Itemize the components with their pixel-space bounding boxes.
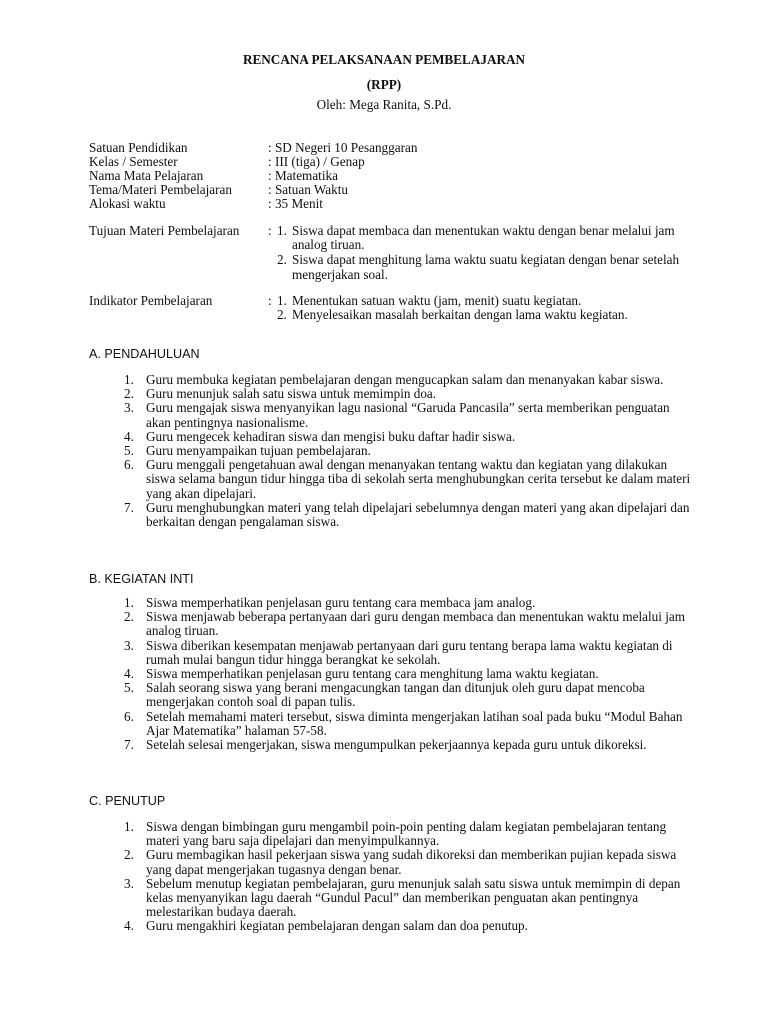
item-number: 6. <box>124 457 134 473</box>
list-item <box>124 501 694 529</box>
item-text: Setelah selesai mengerjakan, siswa mengumpulkan pekerjaannya kepada guru untuk dikoreksi. <box>146 737 647 753</box>
indikator-list <box>277 294 757 322</box>
identity-row <box>89 183 709 197</box>
section-heading-pendahuluan: A. PENDAHULUAN <box>89 347 200 361</box>
item-number: 3. <box>124 875 134 891</box>
item-number: 3. <box>124 400 134 416</box>
tujuan-label: Tujuan Materi Pembelajaran <box>89 223 240 238</box>
item-number: 2. <box>277 307 287 323</box>
indikator-colon: : <box>268 293 272 308</box>
list-item <box>124 877 694 920</box>
identity-row <box>89 155 709 169</box>
item-number: 1. <box>124 595 134 610</box>
list-item <box>124 610 694 638</box>
item-number: 1. <box>124 372 134 387</box>
pendahuluan-steps <box>124 373 694 529</box>
item-number: 1. <box>124 819 134 834</box>
list-item <box>124 401 694 429</box>
indikator-item <box>277 308 757 322</box>
identity-label: Tema/Materi Pembelajaran <box>89 182 232 197</box>
penutup-steps <box>124 820 694 934</box>
item-number: 4. <box>124 428 134 444</box>
kegiatan-inti-steps <box>124 596 694 752</box>
list-item <box>124 738 694 752</box>
identity-value: : 35 Menit <box>268 196 323 211</box>
indikator-label: Indikator Pembelajaran <box>89 293 213 308</box>
item-text: Siswa diberikan kesempatan menjawab pertanyaan dari guru tentang berapa lama waktu kegiatan di rumah mulai bangun tidur hingga berangkat ke sekolah. <box>146 637 673 667</box>
item-number: 4. <box>124 918 134 934</box>
identity-label: Satuan Pendidikan <box>89 140 188 155</box>
document-title: RENCANA PELAKSANAAN PEMBELAJARAN <box>242 52 526 67</box>
tujuan-list <box>277 224 697 282</box>
identity-label: Alokasi waktu <box>89 196 166 211</box>
list-item <box>124 639 694 667</box>
item-text: Setelah memahami materi tersebut, siswa diminta mengerjakan latihan soal pada buku “Modul Bahan Ajar Matematika” halaman 57-58. <box>146 708 683 738</box>
identity-value: : SD Negeri 10 Pesanggaran <box>268 140 418 155</box>
item-text: Sebelum menutup kegiatan pembelajaran, guru menunjuk salah satu siswa untuk memimpin di depan kelas menyanyikan lagu daerah “Gundul Pacul” dan memberikan penguatan akan pentingnya melestarikan budaya daerah. <box>146 875 681 920</box>
tujuan-item <box>277 224 697 252</box>
item-text: Guru mengecek kehadiran siswa dan mengisi buku daftar hadir siswa. <box>146 428 516 444</box>
list-item <box>124 430 694 444</box>
identity-value: : III (tiga) / Genap <box>268 154 365 169</box>
item-number: 1. <box>277 293 287 308</box>
identity-row <box>89 141 709 155</box>
item-text: Siswa memperhatikan penjelasan guru tentang cara menghitung lama waktu kegiatan. <box>146 666 599 682</box>
document-subtitle: (RPP) <box>366 77 402 92</box>
item-number: 5. <box>124 680 134 696</box>
identity-label: Kelas / Semester <box>89 154 178 169</box>
item-text: Guru mengakhiri kegiatan pembelajaran dengan salam dan doa penutup. <box>146 918 528 934</box>
item-text: Guru menyampaikan tujuan pembelajaran. <box>146 443 371 459</box>
item-text: Guru menggali pengetahuan awal dengan menanyakan tentang waktu dan kegiatan yang dilakukan siswa selama bangun tidur hingga tiba di sekolah serta menghubungkan cerita tersebut ke dalam materi yang akan dipelajari. <box>146 457 691 501</box>
item-number: 7. <box>124 737 134 753</box>
item-text: Guru menghubungkan materi yang telah dipelajari sebelumnya dengan materi yang akan dipelajari dan berkaitan dengan pengalaman siswa. <box>146 499 690 530</box>
item-number: 2. <box>124 847 134 863</box>
tujuan-colon: : <box>268 223 272 238</box>
item-text: Siswa dapat menghitung lama waktu suatu kegiatan dengan benar setelah mengerjakan soal. <box>292 252 680 282</box>
item-text: Siswa dapat membaca dan menentukan waktu dengan benar melalui jam analog tiruan. <box>292 223 675 253</box>
list-item <box>124 458 694 501</box>
item-number: 4. <box>124 666 134 682</box>
item-number: 1. <box>277 223 287 238</box>
list-item <box>124 667 694 681</box>
identity-value: : Satuan Waktu <box>268 182 349 197</box>
list-item <box>124 444 694 458</box>
item-number: 2. <box>124 609 134 625</box>
item-text: Guru membuka kegiatan pembelajaran dengan mengucapkan salam dan menanyakan kabar siswa. <box>146 372 664 387</box>
list-item <box>124 373 694 387</box>
list-item <box>124 681 694 709</box>
item-number: 5. <box>124 443 134 459</box>
item-number: 3. <box>124 637 134 653</box>
tujuan-item <box>277 253 697 281</box>
item-text: Siswa dengan bimbingan guru mengambil poin-poin penting dalam kegiatan pembelajaran tentang materi yang baru saja dipelajari dan menyimpulkannya. <box>146 819 667 849</box>
list-item <box>124 710 694 738</box>
section-heading-kegiatan-inti: B. KEGIATAN INTI <box>89 572 194 586</box>
identity-value: : Matematika <box>268 168 338 183</box>
list-item <box>124 919 694 933</box>
list-item <box>124 387 694 401</box>
section-heading-penutup: C. PENUTUP <box>89 794 166 808</box>
item-number: 6. <box>124 708 134 724</box>
item-text: Guru menunjuk salah satu siswa untuk memimpin doa. <box>146 386 437 402</box>
list-item <box>124 596 694 610</box>
item-text: Menentukan satuan waktu (jam, menit) suatu kegiatan. <box>292 293 582 308</box>
author-line: Oleh: Mega Ranita, S.Pd. <box>316 97 452 112</box>
list-item <box>124 820 694 848</box>
item-text: Guru mengajak siswa menyanyikan lagu nasional “Garuda Pancasila” serta memberikan penguatan akan pentingnya nasionalisme. <box>146 400 670 430</box>
item-number: 7. <box>124 499 134 515</box>
identity-row <box>89 197 709 211</box>
list-item <box>124 848 694 876</box>
item-text: Siswa memperhatikan penjelasan guru tentang cara membaca jam analog. <box>146 595 536 610</box>
item-text: Siswa menjawab beberapa pertanyaan dari guru dengan membaca dan menentukan waktu melalui jam analog tiruan. <box>146 609 686 639</box>
item-text: Menyelesaikan masalah berkaitan dengan lama waktu kegiatan. <box>292 307 628 323</box>
item-number: 2. <box>124 386 134 402</box>
item-text: Guru membagikan hasil pekerjaan siswa yang sudah dikoreksi dan memberikan pujian kepada siswa yang dapat mengerjakan tugasnya dengan benar. <box>146 847 677 877</box>
identity-row <box>89 169 709 183</box>
item-number: 2. <box>277 252 287 268</box>
item-text: Salah seorang siswa yang berani mengacungkan tangan dan ditunjuk oleh guru dapat mencoba mengerjakan contoh soal di papan tulis. <box>146 680 645 710</box>
indikator-item <box>277 294 757 308</box>
identity-label: Nama Mata Pelajaran <box>89 168 204 183</box>
